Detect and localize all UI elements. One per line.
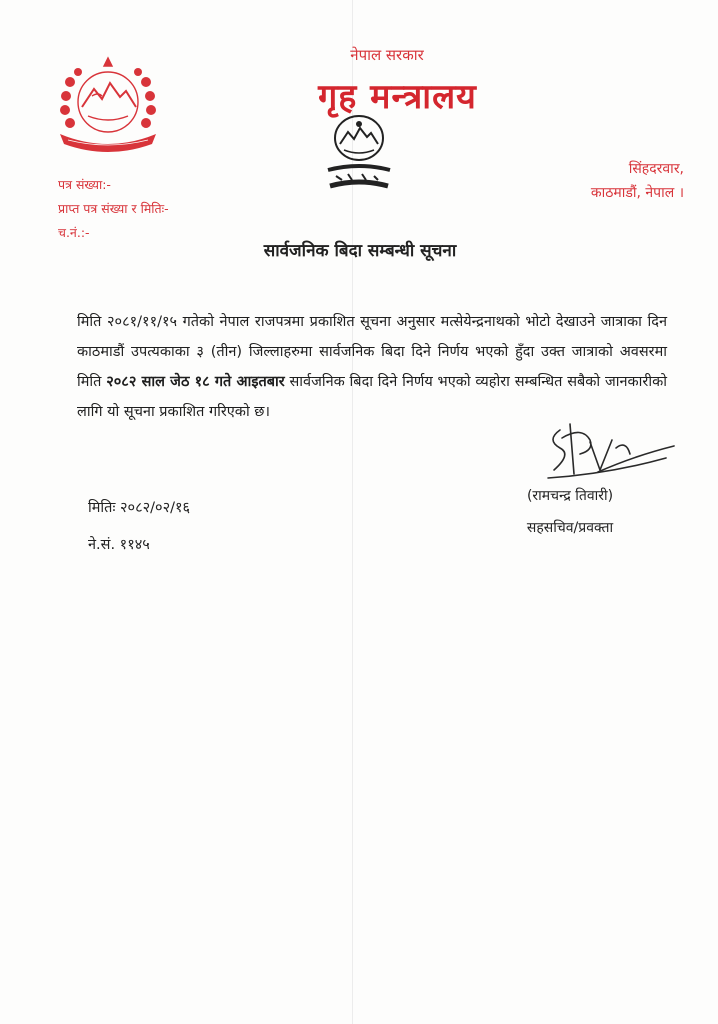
nepal-emblem-icon — [52, 52, 164, 154]
issue-date: मितिः २०८२/०२/१६ — [88, 500, 191, 516]
handwritten-signature — [540, 418, 680, 488]
notice-body-date: २०८२ साल जेठ १८ गते आइतबार — [106, 374, 285, 390]
letter-number-label: पत्र संख्या:- — [58, 177, 111, 192]
ministry-seal-icon — [322, 112, 396, 198]
notice-body-part-2: सार्वजनिक बिदा दिने निर्णय भएको व्यहोरा सम्बन्धित सबैको जानकारीको लागि यो सूचना प्रकाशित गरिएको छ। — [77, 374, 667, 420]
address-line-2: काठमाडौं, नेपाल । — [590, 185, 684, 201]
signer-name: (रामचन्द्र तिवारी) — [526, 488, 614, 504]
reference-block — [58, 173, 169, 245]
dispatch-number-label: च.नं.:- — [58, 225, 90, 240]
nepal-sambat-number: ने.सं. ११४५ — [88, 537, 150, 553]
address — [591, 157, 684, 205]
address-line-1: सिंहदरवार, — [628, 161, 684, 177]
notice-title: सार्वजनिक बिदा सम्बन्धी सूचना — [263, 241, 457, 261]
notice-body-part-1: मिति २०८१/११/१५ गतेको नेपाल राजपत्रमा प्रकाशित सूचना अनुसार मत्सेयेन्द्रनाथको भोटो देखाउने जात्राका दिन काठमाडौं उपत्यकाका ३ (तीन) जिल्लाहरुमा सार्वजनिक बिदा दिने निर्णय भएको हुँदा उक्त जात्राको अवसरमा मिति — [77, 314, 667, 390]
notice-body — [77, 307, 667, 427]
signer-title: सहसचिव/प्रवक्ता — [526, 520, 614, 536]
government-name: नेपाल सरकार — [350, 46, 424, 64]
received-letter-label: प्राप्त पत्र संख्या र मितिः- — [58, 201, 169, 216]
ministry-name: गृह मन्त्रालय — [318, 77, 477, 117]
